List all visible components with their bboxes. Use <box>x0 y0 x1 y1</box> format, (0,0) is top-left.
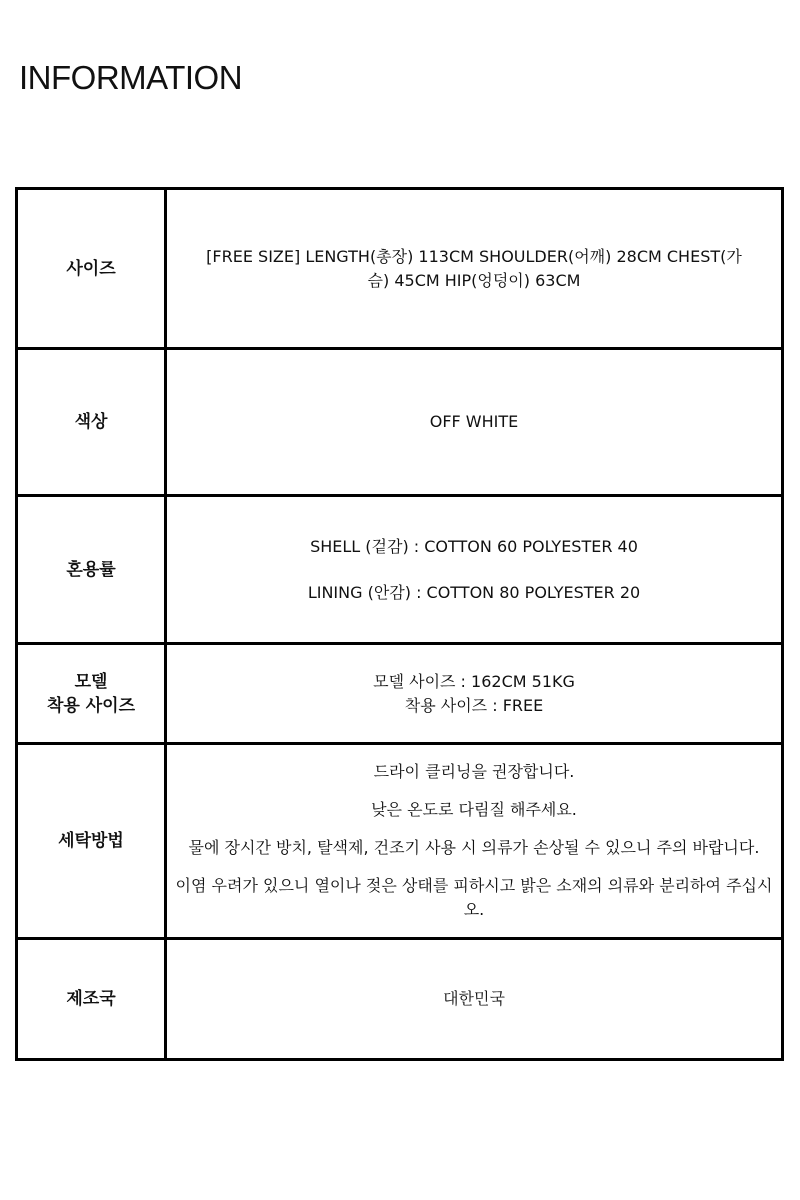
care-label: 세탁방법 <box>17 744 166 939</box>
care-line-1: 드라이 클리닝을 권장합니다. <box>373 762 575 781</box>
fabric-label: 혼용률 <box>17 496 166 644</box>
table-row-size <box>17 189 783 349</box>
table-row-model <box>17 644 783 744</box>
origin-label: 제조국 <box>17 939 166 1060</box>
table-row-origin <box>17 939 783 1060</box>
color-label: 색상 <box>17 349 166 496</box>
model-label <box>17 644 166 744</box>
fabric-value <box>166 496 783 644</box>
table-row-care <box>17 744 783 939</box>
model-label-line-1: 모델 <box>74 671 108 692</box>
table-row-fabric <box>17 496 783 644</box>
fabric-lining: LINING (안감) : COTTON 80 POLYESTER 20 <box>307 582 641 602</box>
model-value-line-1: 모델 사이즈 : 162CM 51KG <box>373 671 575 691</box>
care-line-4: 이염 우려가 있으니 열이나 젖은 상태를 피하시고 밝은 소재의 의류와 분리하여 주십시오. <box>175 876 773 919</box>
size-label: 사이즈 <box>17 189 166 349</box>
size-value-line-1: [FREE SIZE] LENGTH(총장) 113CM SHOULDER(어깨) 28CM CHEST(가 <box>206 246 742 266</box>
page-title: INFORMATION <box>19 59 243 96</box>
product-information-table <box>15 187 784 1061</box>
care-line-2: 낮은 온도로 다림질 해주세요. <box>371 800 577 819</box>
table-row-color <box>17 349 783 496</box>
model-value <box>166 644 783 744</box>
size-value-line-2: 슴) 45CM HIP(엉덩이) 63CM <box>367 270 581 290</box>
model-value-line-2: 착용 사이즈 : FREE <box>404 695 544 715</box>
color-value: OFF WHITE <box>166 349 783 496</box>
fabric-shell: SHELL (겉감) : COTTON 60 POLYESTER 40 <box>310 536 638 556</box>
origin-value: 대한민국 <box>166 939 783 1060</box>
size-value <box>166 189 783 349</box>
model-label-line-2: 착용 사이즈 <box>46 695 136 716</box>
care-value <box>166 744 783 939</box>
care-line-3: 물에 장시간 방치, 탈색제, 건조기 사용 시 의류가 손상될 수 있으니 주의 바랍니다. <box>188 838 760 857</box>
